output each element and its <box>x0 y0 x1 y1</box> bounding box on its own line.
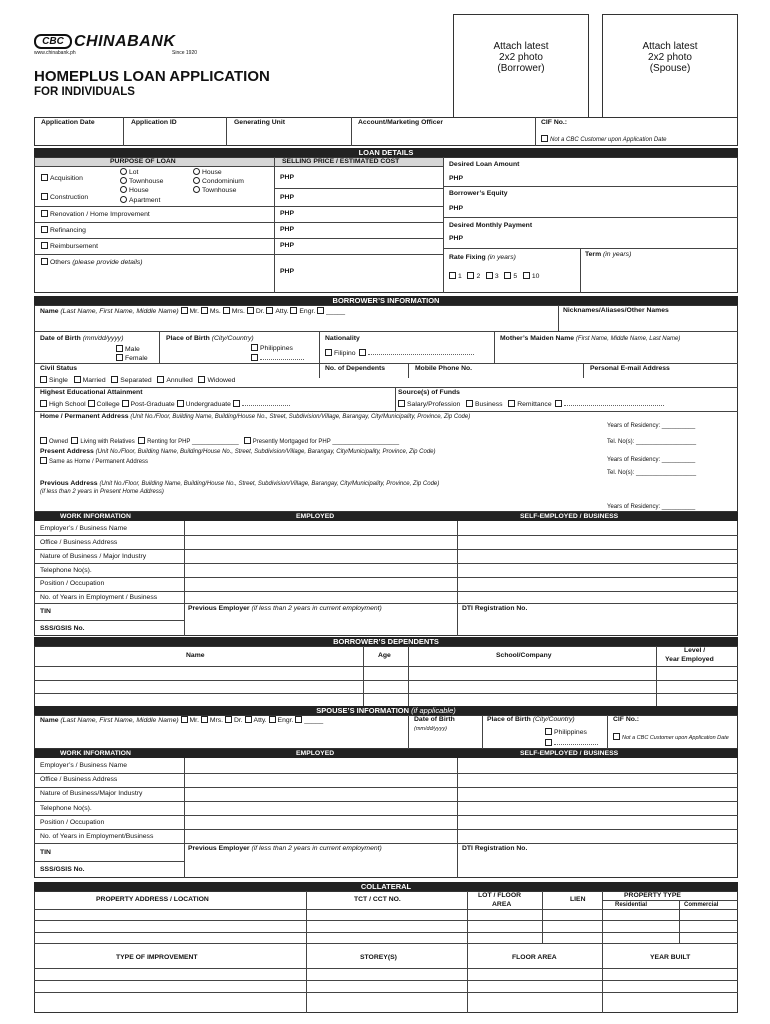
dep-level-header: Level / <box>684 647 706 654</box>
spouse-tin-label: TIN <box>40 849 51 856</box>
coll-residential-header: Residential <box>615 902 648 908</box>
civil-options[interactable]: Single Married Separated Annulled Widowed <box>40 376 235 385</box>
spouse-not-cbc-checkbox[interactable]: Not a CBC Customer upon Application Date <box>613 733 733 742</box>
others-note: (please provide details) <box>72 259 143 266</box>
nicknames-field[interactable]: Nicknames/Aliases/Other Names <box>563 307 669 314</box>
coll-storeys-header: STOREY(S) <box>360 954 397 961</box>
tin-label: TIN <box>40 608 51 615</box>
rate-10-checkbox[interactable]: 10 <box>523 273 540 280</box>
page-title: HOMEPLUS LOAN APPLICATION <box>34 68 270 85</box>
php-acq[interactable]: PHP <box>280 174 294 181</box>
php-con[interactable]: PHP <box>280 194 294 201</box>
home-years-residency[interactable]: Years of Residency: __________ <box>607 423 696 429</box>
borrower-info-bar: BORROWER’S INFORMATION <box>34 296 738 305</box>
spouse-name-label: Name <box>40 717 59 724</box>
borrower-work-table <box>34 512 738 636</box>
coll-commercial-header: Commercial <box>684 902 719 908</box>
spouse-dti-field[interactable]: DTI Registration No. <box>462 845 528 852</box>
present-address-field[interactable] <box>40 448 436 456</box>
dep-name-header: Name <box>186 652 205 659</box>
renovation-label: Renovation / Home Improvement <box>50 211 150 218</box>
spouse-work-header-bar <box>34 749 738 758</box>
female-checkbox[interactable]: Female <box>116 354 148 363</box>
php-oth[interactable]: PHP <box>280 268 294 275</box>
previous-employer-field[interactable] <box>188 605 382 613</box>
rate-5-checkbox[interactable]: 5 <box>504 273 517 280</box>
filipino-checkbox[interactable]: Filipino <box>325 349 474 358</box>
home-ownership-options[interactable]: Owned Living with Relatives Renting for PHP ______________ Presently Mortgaged for PHP ____________________ <box>40 437 399 446</box>
spouse-sss-label: SSS/GSIS No. <box>40 866 85 873</box>
townhouse2-radio[interactable] <box>193 186 236 195</box>
page-subtitle: FOR INDIVIDUALS <box>34 86 135 98</box>
spouse-work-row-label: Employer’s / Business Name <box>40 762 128 769</box>
not-cbc-checkbox[interactable] <box>541 135 667 144</box>
previous-address-hint: (Unit No./Floor, Building Name, Building/House No., Street, Subdivision/Village, Barangay, City/Municipality, Province, Zip Code) <box>99 481 440 487</box>
spouse-self-employed-header: SELF-EMPLOYED / BUSINESS <box>520 750 619 757</box>
condominium-label: Condominium <box>202 178 244 185</box>
rate-fixing-hint: (in years) <box>487 254 516 261</box>
lot-radio[interactable] <box>120 168 138 177</box>
work-info-header: WORK INFORMATION <box>60 513 131 520</box>
purpose-header: PURPOSE OF LOAN <box>110 158 176 165</box>
coll-proptype-header: PROPERTY TYPE <box>624 892 681 899</box>
coll-area-header: AREA <box>492 901 512 908</box>
home-address-hint: (Unit No./Floor, Building Name, Building/House No., Street, Subdivision/Village, Barangay, City/Municipality, Province, Zip Code) <box>130 414 471 420</box>
borrower-name-field[interactable]: Name (Last Name, First Name, Middle Name) Mr. Ms. Mrs. Dr. Atty. Engr. _____ <box>40 308 346 315</box>
bank-logo <box>34 34 214 56</box>
house-radio[interactable] <box>120 186 149 195</box>
pob-other-checkbox[interactable] <box>251 354 304 363</box>
previous-years-residency[interactable]: Years of Residency: __________ <box>607 504 696 510</box>
acquisition-checkbox[interactable] <box>41 174 83 183</box>
dob-field[interactable] <box>40 335 123 343</box>
spouse-work-row-label: Telephone No(s). <box>40 805 92 812</box>
desired-amount-label: Desired Loan Amount <box>449 161 520 168</box>
pob-hint: (City/Country) <box>211 335 254 342</box>
dependents-bar: BORROWER’S DEPENDENTS <box>34 637 738 646</box>
rate-fixing-label <box>449 254 516 262</box>
spouse-work-info-header: WORK INFORMATION <box>60 750 131 757</box>
website: www.chinabank.ph <box>34 50 76 56</box>
present-tel[interactable]: Tel. No(s): __________________ <box>607 470 697 476</box>
pob-philippines-checkbox[interactable]: Philippines <box>251 344 293 353</box>
reimbursement-label: Reimbursement <box>50 243 98 250</box>
apartment-radio[interactable] <box>120 196 160 205</box>
spouse-cif-field[interactable]: CIF No.: <box>613 716 640 723</box>
rate-fixing-text: Rate Fixing <box>449 254 486 261</box>
term-text: Term <box>585 251 602 258</box>
rate-2-checkbox[interactable]: 2 <box>467 273 480 280</box>
construction-checkbox[interactable] <box>41 193 88 202</box>
dob-hint: (mm/dd/yyyy) <box>82 335 124 342</box>
present-address-hint: (Unit No./Floor, Building Name, Building/House No., Street, Subdivision/Village, Barangay, City/Municipality, Province, Zip Code) <box>95 449 436 455</box>
photo-line: (Borrower) <box>497 63 545 74</box>
others-checkbox[interactable] <box>41 258 143 267</box>
pob-field[interactable] <box>166 335 254 343</box>
logo-mark-icon: CBC <box>34 34 72 49</box>
spouse-employed-header: EMPLOYED <box>296 750 335 757</box>
spouse-work-row-label: Position / Occupation <box>40 819 105 826</box>
coll-improvement-header: TYPE OF IMPROVEMENT <box>116 954 198 961</box>
work-header-bar <box>34 512 738 521</box>
dob-label: Date of Birth <box>40 335 81 342</box>
price-header: SELLING PRICE / ESTIMATED COST <box>282 158 400 165</box>
refinancing-checkbox[interactable] <box>41 226 86 235</box>
funds-label: Source(s) of Funds <box>398 389 460 396</box>
spouse-bar-label: SPOUSE’S INFORMATION <box>316 706 410 715</box>
account-officer-field[interactable]: Account/Marketing Officer <box>358 119 443 126</box>
application-date-field[interactable]: Application Date <box>41 119 95 126</box>
dti-field[interactable]: DTI Registration No. <box>462 605 528 612</box>
equity-label: Borrower’s Equity <box>449 190 508 197</box>
term-label[interactable] <box>585 251 631 259</box>
civil-status-label: Civil Status <box>40 365 78 372</box>
coll-lien-header: LIEN <box>570 896 586 903</box>
house-label: House <box>129 187 149 194</box>
photo-line: 2x2 photo <box>648 52 692 63</box>
photo-line: Attach latest <box>642 41 698 52</box>
previous-employer-label: Previous Employer <box>188 605 250 612</box>
previous-address-field[interactable] <box>40 480 439 488</box>
php-ref[interactable]: PHP <box>280 226 294 233</box>
php-monthly[interactable]: PHP <box>449 235 463 242</box>
name-hint: (Last Name, First Name, Middle Name) <box>60 308 179 315</box>
photo-line: (Spouse) <box>649 63 691 74</box>
home-tel[interactable]: Tel. No(s): __________________ <box>607 439 697 445</box>
spouse-name-hint: (Last Name, First Name, Middle Name) <box>60 717 179 724</box>
previous-address-label: Previous Address <box>40 480 98 487</box>
work-row-label: Position / Occupation <box>40 580 105 587</box>
brand-name: CHINABANK <box>74 33 176 50</box>
spouse-work-table <box>34 749 738 878</box>
coll-year-built-header: YEAR BUILT <box>650 954 691 961</box>
nationality-label: Nationality <box>325 335 360 342</box>
male-checkbox[interactable]: Male <box>116 345 140 354</box>
coll-floor-area-header: FLOOR AREA <box>512 954 557 961</box>
term-hint: (in years) <box>603 251 632 258</box>
rate-3-checkbox[interactable]: 3 <box>486 273 499 280</box>
dependents-field[interactable]: No. of Dependents <box>325 365 386 372</box>
reimbursement-checkbox[interactable] <box>41 242 98 251</box>
php-desired[interactable]: PHP <box>449 175 463 182</box>
generating-unit-field[interactable]: Generating Unit <box>234 119 285 126</box>
education-options[interactable]: High School College Post-Graduate Undergraduate <box>40 400 290 409</box>
sss-label: SSS/GSIS No. <box>40 625 85 632</box>
apartment-label: Apartment <box>129 197 161 204</box>
spouse-work-row-label: No. of Years in Employment/Business <box>40 833 154 840</box>
spouse-pob-other-checkbox[interactable] <box>545 739 598 748</box>
townhouse-radio[interactable] <box>120 177 163 186</box>
work-row-label: Nature of Business / Major Industry <box>40 553 147 560</box>
employed-header: EMPLOYED <box>296 513 335 520</box>
spouse-bar-hint: (if applicable) <box>411 706 456 715</box>
collateral-bar: COLLATERAL <box>34 882 738 891</box>
not-cbc-label: Not a CBC Customer upon Application Date <box>550 137 667 143</box>
acquisition-label: Acquisition <box>50 175 83 182</box>
rate-1-checkbox[interactable]: 1 <box>449 273 462 280</box>
coll-address-header: PROPERTY ADDRESS / LOCATION <box>96 896 209 903</box>
spouse-name-field[interactable]: Name (Last Name, First Name, Middle Name) Mr. Mrs. Dr. Atty. Engr. _____ <box>40 717 324 724</box>
mother-hint: (First Name, Middle Name, Last Name) <box>575 336 681 342</box>
home-address-field[interactable] <box>40 413 470 421</box>
name-label: Name <box>40 308 59 315</box>
spouse-pob-hint: (City/Country) <box>532 716 575 723</box>
house2-label: House <box>202 169 222 176</box>
work-row-label: Employer’s / Business Name <box>40 525 128 532</box>
photo-line: 2x2 photo <box>499 52 543 63</box>
monthly-label: Desired Monthly Payment <box>449 222 533 229</box>
dep-school-header: School/Company <box>496 652 552 659</box>
rate-options <box>449 272 539 281</box>
php-rei[interactable]: PHP <box>280 242 294 249</box>
home-address-label: Home / Permanent Address <box>40 413 129 420</box>
present-years-residency[interactable]: Years of Residency: __________ <box>607 457 696 463</box>
spouse-pob-label: Place of Birth <box>487 716 531 723</box>
photo-line: Attach latest <box>493 41 549 52</box>
spouse-dob-label[interactable]: Date of Birth <box>414 716 455 723</box>
spouse-dob-hint: (mm/dd/yyyy) <box>414 726 447 732</box>
spouse-previous-employer-hint: (if less than 2 years in current employment) <box>251 845 382 852</box>
funds-options[interactable]: Salary/Profession Business Remittance <box>398 400 664 409</box>
mother-maiden-field[interactable] <box>500 335 680 343</box>
php-ren[interactable]: PHP <box>280 210 294 217</box>
renovation-checkbox[interactable] <box>41 210 150 219</box>
spouse-work-row-label: Office / Business Address <box>40 776 118 783</box>
coll-lot-header: LOT / FLOOR <box>478 892 522 899</box>
email-field[interactable]: Personal E-mail Address <box>590 365 670 372</box>
townhouse-label: Townhouse <box>129 178 164 185</box>
education-label: Highest Educational Attainment <box>40 389 143 396</box>
present-address-label: Present Address <box>40 448 94 455</box>
townhouse2-label: Townhouse <box>202 187 237 194</box>
refinancing-label: Refinancing <box>50 227 86 234</box>
coll-tct-header: TCT / CCT NO. <box>354 896 401 903</box>
dep-year-header: Year Employed <box>665 656 714 663</box>
same-as-home-checkbox[interactable]: Same as Home / Permanent Address <box>40 457 148 466</box>
since: Since 1920 <box>172 50 198 56</box>
mobile-field[interactable]: Mobile Phone No. <box>415 365 473 372</box>
spouse-photo-box[interactable] <box>602 14 738 118</box>
php-equity[interactable]: PHP <box>449 205 463 212</box>
house2-radio[interactable] <box>193 168 222 177</box>
previous-employer-hint: (if less than 2 years in current employment) <box>251 605 382 612</box>
work-row-label: Office / Business Address <box>40 539 118 546</box>
work-row-label: Telephone No(s). <box>40 567 92 574</box>
spouse-bar <box>34 706 738 715</box>
spouse-previous-employer-field[interactable] <box>188 845 382 853</box>
condominium-radio[interactable] <box>193 177 244 186</box>
cif-field[interactable]: CIF No.: <box>541 119 568 126</box>
spouse-pob-field[interactable] <box>487 716 575 724</box>
loan-details-bar: LOAN DETAILS <box>34 148 738 157</box>
work-row-label: No. of Years in Employment / Business <box>40 594 158 601</box>
lot-label: Lot <box>129 169 139 176</box>
previous-address-note: (if less than 2 years in Present Home Address) <box>40 489 164 495</box>
spouse-pob-philippines-checkbox[interactable]: Philippines <box>545 728 587 737</box>
application-id-field[interactable]: Application ID <box>131 119 177 126</box>
construction-label: Construction <box>50 194 89 201</box>
pob-label: Place of Birth <box>166 335 210 342</box>
spouse-work-row-label: Nature of Business/Major Industry <box>40 790 143 797</box>
others-label: Others <box>50 259 71 266</box>
self-employed-header: SELF-EMPLOYED / BUSINESS <box>520 513 619 520</box>
mother-label: Mother’s Maiden Name <box>500 335 575 342</box>
dep-age-header: Age <box>378 652 391 659</box>
spouse-previous-employer-label: Previous Employer <box>188 845 250 852</box>
borrower-photo-box[interactable] <box>453 14 589 118</box>
